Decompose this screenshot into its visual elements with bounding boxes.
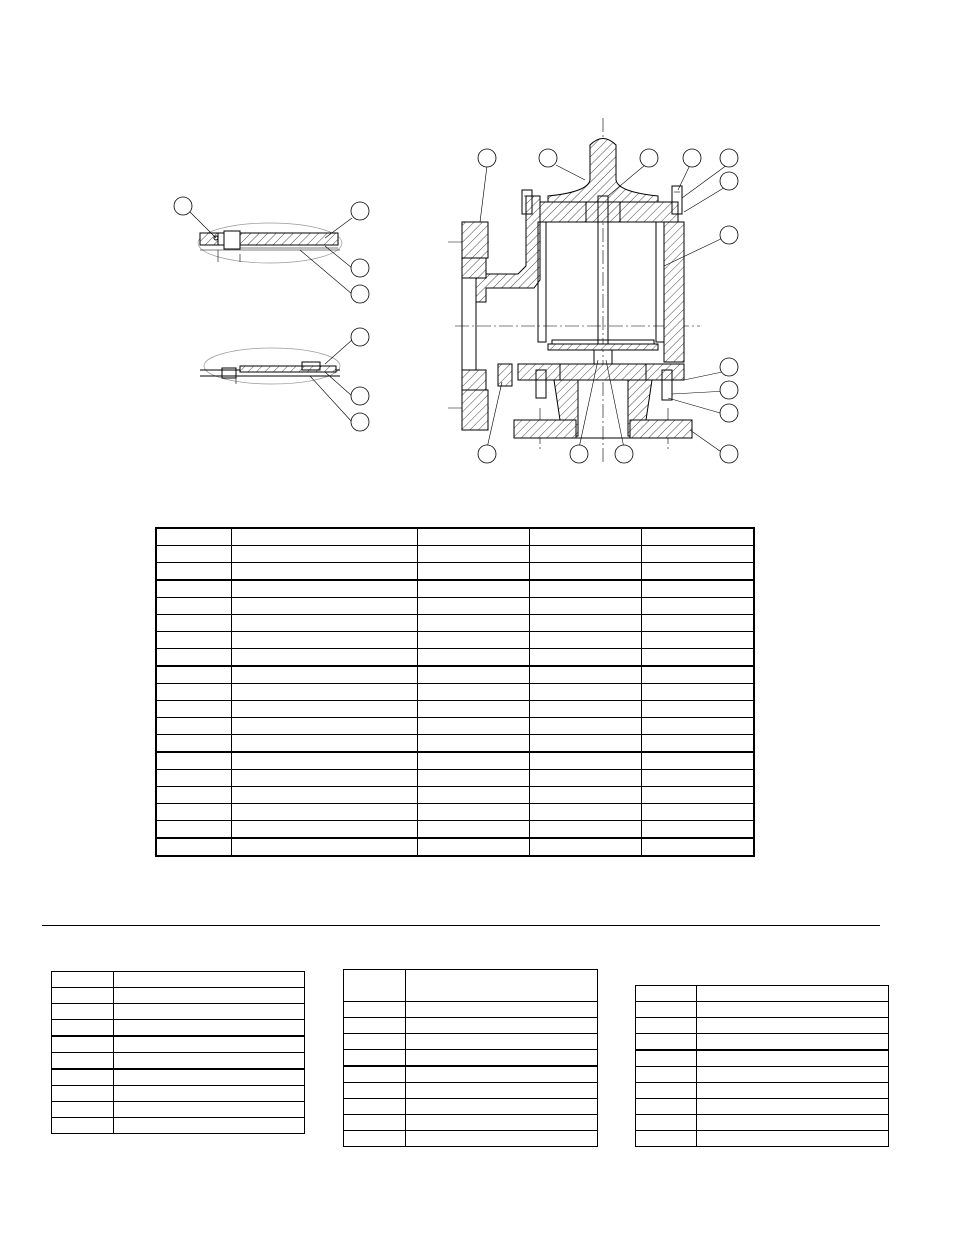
table-cell [418,770,530,787]
balloon [720,226,738,244]
detail-view-a [190,212,352,294]
table-row [636,1067,889,1083]
table-row [344,1083,598,1099]
table-cell [232,821,418,839]
table-cell [406,1083,598,1099]
table-cell [52,1053,114,1070]
table-cell [697,1050,889,1067]
table-cell [530,563,642,581]
table-cell [232,752,418,770]
table-cell [232,804,418,821]
table-cell [642,821,754,839]
table-row [157,529,754,546]
table-cell [636,1002,697,1018]
table-cell [530,701,642,718]
table-row [636,1050,889,1067]
table-row [344,1050,598,1067]
table-cell [52,1118,114,1134]
table-cell [636,1099,697,1115]
table-cell [530,615,642,632]
table-cell [530,546,642,563]
table-row [344,1099,598,1115]
table-cell [530,770,642,787]
table-cell [157,787,232,804]
table-cell [418,752,530,770]
table-cell [642,804,754,821]
table-cell [697,1115,889,1131]
table-cell [406,970,598,1002]
table-cell [344,1066,406,1083]
table-cell [636,1115,697,1131]
table-row [52,1036,305,1053]
table-cell [406,1066,598,1083]
table-row [344,1115,598,1131]
main-section-view [448,118,727,462]
table-cell [406,1002,598,1018]
table-row [52,1004,305,1020]
table-cell [642,615,754,632]
table-cell [157,735,232,753]
table-cell [114,1118,305,1134]
balloon [539,149,557,167]
table-cell [642,649,754,667]
table-cell [697,1131,889,1147]
table-row [157,718,754,735]
table-cell [406,1131,598,1147]
table-cell [418,529,530,546]
table-cell [157,615,232,632]
table-cell [642,580,754,598]
table-cell [418,649,530,667]
table-cell [636,1067,697,1083]
table-row [636,1099,889,1115]
table-cell [642,632,754,649]
table-cell [157,529,232,546]
table-row [52,972,305,988]
table-cell [418,666,530,684]
table-row [636,1002,889,1018]
table-cell [157,718,232,735]
table-cell [157,821,232,839]
table-cell [418,632,530,649]
balloon [640,149,658,167]
table-cell [418,546,530,563]
table-row [157,546,754,563]
table-cell [530,649,642,667]
table-cell [232,666,418,684]
table-cell [636,1131,697,1147]
table-cell [344,1131,406,1147]
table-cell [642,838,754,856]
table-row [157,752,754,770]
balloon [720,149,738,167]
table-row [157,598,754,615]
table-cell [530,598,642,615]
table-row [52,1069,305,1086]
table-cell [418,804,530,821]
table-cell [406,1034,598,1050]
table-cell [636,1050,697,1067]
table-cell [52,1086,114,1102]
table-row [157,580,754,598]
table-cell [530,684,642,701]
balloon [720,381,738,399]
table-cell [157,838,232,856]
table-cell [697,1034,889,1051]
table-cell [232,632,418,649]
table-cell [114,1004,305,1020]
balloon [351,413,369,431]
balloon [351,387,369,405]
table-cell [530,529,642,546]
table-cell [52,1020,114,1037]
section-divider [42,925,880,926]
table-row [157,821,754,839]
table-cell [232,529,418,546]
table-cell [157,770,232,787]
table-row [157,701,754,718]
balloon [720,404,738,422]
table-row [157,838,754,856]
table-cell [418,735,530,753]
table-cell [530,718,642,735]
table-cell [157,666,232,684]
table-cell [232,787,418,804]
lower-table-center [343,969,598,1147]
table-cell [157,632,232,649]
table-cell [642,718,754,735]
balloon [720,445,738,463]
table-cell [530,752,642,770]
table-cell [114,1069,305,1086]
table-cell [232,718,418,735]
table-cell [642,598,754,615]
table-cell [697,1002,889,1018]
table-cell [344,1083,406,1099]
table-row [344,1002,598,1018]
table-cell [530,632,642,649]
table-cell [114,1102,305,1118]
table-row [157,563,754,581]
table-cell [642,752,754,770]
table-row [636,1115,889,1131]
table-cell [406,1099,598,1115]
table-row [52,1053,305,1070]
table-row [52,1102,305,1118]
table-cell [114,1086,305,1102]
table-row [344,1034,598,1050]
table-cell [52,1102,114,1118]
table-cell [157,684,232,701]
table-cell [418,563,530,581]
table-cell [530,821,642,839]
table-cell [418,684,530,701]
balloon [351,202,369,220]
table-cell [530,787,642,804]
table-cell [636,1083,697,1099]
table-row [636,1131,889,1147]
balloon [174,197,192,215]
table-cell [344,1115,406,1131]
table-cell [530,735,642,753]
table-cell [157,563,232,581]
table-cell [418,598,530,615]
table-cell [344,1018,406,1034]
table-cell [232,770,418,787]
table-cell [642,684,754,701]
table-row [157,632,754,649]
table-cell [157,598,232,615]
table-cell [697,1083,889,1099]
table-row [636,1018,889,1034]
table-cell [344,1099,406,1115]
table-cell [232,615,418,632]
table-cell [418,787,530,804]
table-cell [636,1034,697,1051]
table-row [52,988,305,1004]
balloon [570,445,588,463]
table-cell [52,972,114,988]
table-cell [406,1115,598,1131]
table-cell [697,1067,889,1083]
table-cell [114,972,305,988]
lower-table-left [51,971,305,1134]
table-cell [157,649,232,667]
table-cell [232,684,418,701]
table-cell [406,1018,598,1034]
table-cell [642,787,754,804]
table-cell [52,1069,114,1086]
table-cell [114,1020,305,1037]
balloon [351,259,369,277]
table-cell [642,701,754,718]
table-cell [406,1050,598,1067]
balloon [351,285,369,303]
table-row [636,986,889,1002]
table-cell [418,718,530,735]
table-cell [642,546,754,563]
table-cell [157,546,232,563]
balloon [720,358,738,376]
table-cell [157,580,232,598]
lower-table-right [635,985,889,1147]
table-row [157,735,754,753]
balloon [615,445,633,463]
table-cell [114,1053,305,1070]
table-cell [157,701,232,718]
table-row [52,1020,305,1037]
table-cell [232,580,418,598]
table-row [157,684,754,701]
table-row [636,1083,889,1099]
table-cell [52,988,114,1004]
table-row [157,770,754,787]
table-cell [232,546,418,563]
table-row [157,666,754,684]
table-row [157,787,754,804]
table-cell [642,770,754,787]
table-cell [530,580,642,598]
table-cell [114,988,305,1004]
balloon [683,149,701,167]
balloon [478,149,496,167]
table-cell [418,580,530,598]
table-cell [232,563,418,581]
table-cell [52,1004,114,1020]
table-cell [418,821,530,839]
detail-view-b [200,340,352,422]
balloon [351,328,369,346]
table-cell [636,1018,697,1034]
table-cell [642,735,754,753]
table-cell [418,701,530,718]
table-cell [636,986,697,1002]
table-cell [232,838,418,856]
table-cell [530,804,642,821]
table-cell [232,598,418,615]
table-row [52,1086,305,1102]
table-row [157,615,754,632]
table-cell [232,701,418,718]
table-cell [697,1018,889,1034]
table-cell [344,1050,406,1067]
balloon [720,172,738,190]
table-cell [697,1099,889,1115]
balloon [478,445,496,463]
table-row [157,649,754,667]
table-cell [642,563,754,581]
technical-drawing [0,0,954,480]
table-cell [344,970,406,1002]
table-cell [344,1002,406,1018]
table-row [52,1118,305,1134]
table-cell [642,529,754,546]
table-cell [232,649,418,667]
table-cell [642,666,754,684]
parts-table [156,528,754,856]
table-row [636,1034,889,1051]
detail-view-b-balloons [351,328,369,431]
table-cell [344,1034,406,1050]
table-cell [157,804,232,821]
table-cell [232,735,418,753]
table-cell [418,838,530,856]
table-cell [530,666,642,684]
table-row [344,1066,598,1083]
table-cell [114,1036,305,1053]
table-cell [157,752,232,770]
table-cell [697,986,889,1002]
table-row [344,1131,598,1147]
table-row [344,1018,598,1034]
table-row [344,970,598,1002]
table-cell [418,615,530,632]
table-row [157,804,754,821]
table-cell [52,1036,114,1053]
table-cell [530,838,642,856]
